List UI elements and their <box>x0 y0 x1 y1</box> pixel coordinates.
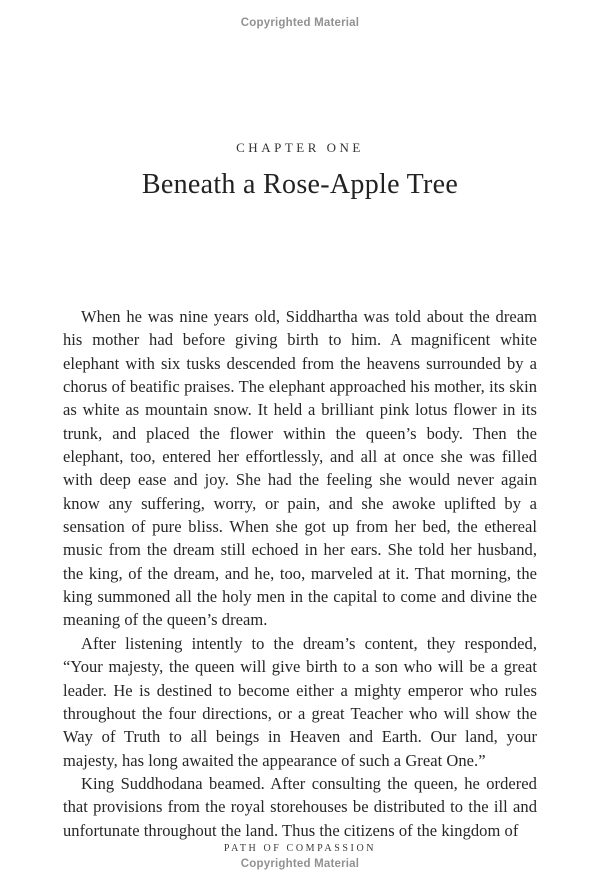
paragraph: King Suddhodana beamed. After consulting the queen, he ordered that provisions from the royal storehouses be distributed to the ill and unfortunate throughout the land. Thus the citizens of the kingdom of <box>63 773 537 840</box>
paragraph: After listening intently to the dream’s content, they responded, “Your majesty, the queen will give birth to a son who will be a great leader. He is destined to become either a mighty emperor who rules throughout the four directions, or a great Teacher who will show the Way of Truth to all beings in Heaven and Earth. Our land, your majesty, has long awaited the appearance of such a Great One.” <box>63 633 537 770</box>
chapter-label: CHAPTER ONE <box>236 140 364 155</box>
running-footer: PATH OF COMPASSION <box>223 843 377 854</box>
copyright-watermark-top: Copyrighted Material <box>240 17 360 29</box>
body-text <box>63 305 537 842</box>
chapter-title: Beneath a Rose-Apple Tree <box>141 169 459 200</box>
copyright-watermark-bottom: Copyrighted Material <box>240 858 360 870</box>
paragraph: When he was nine years old, Siddhartha was told about the dream his mother had before giving birth to him. A magnificent white elephant with six tusks descended from the heavens surrounded by a chorus of beatific praises. The elephant approached his mother, its skin as white as mountain snow. It held a brilliant pink lotus flower in its trunk, and placed the flower within the queen’s body. Then the elephant, too, entered her effortlessly, and all at once she was filled with deep ease and joy. She had the feeling she would never again know any suffering, worry, or pain, and she awoke uplifted by a sensation of pure bliss. When she got up from her bed, the ethereal music from the dream still echoed in her ears. She told her husband, the king, of the dream, and he, too, marveled at it. That morning, the king summoned all the holy men in the capital to come and divine the meaning of the queen’s dream. <box>63 307 537 630</box>
